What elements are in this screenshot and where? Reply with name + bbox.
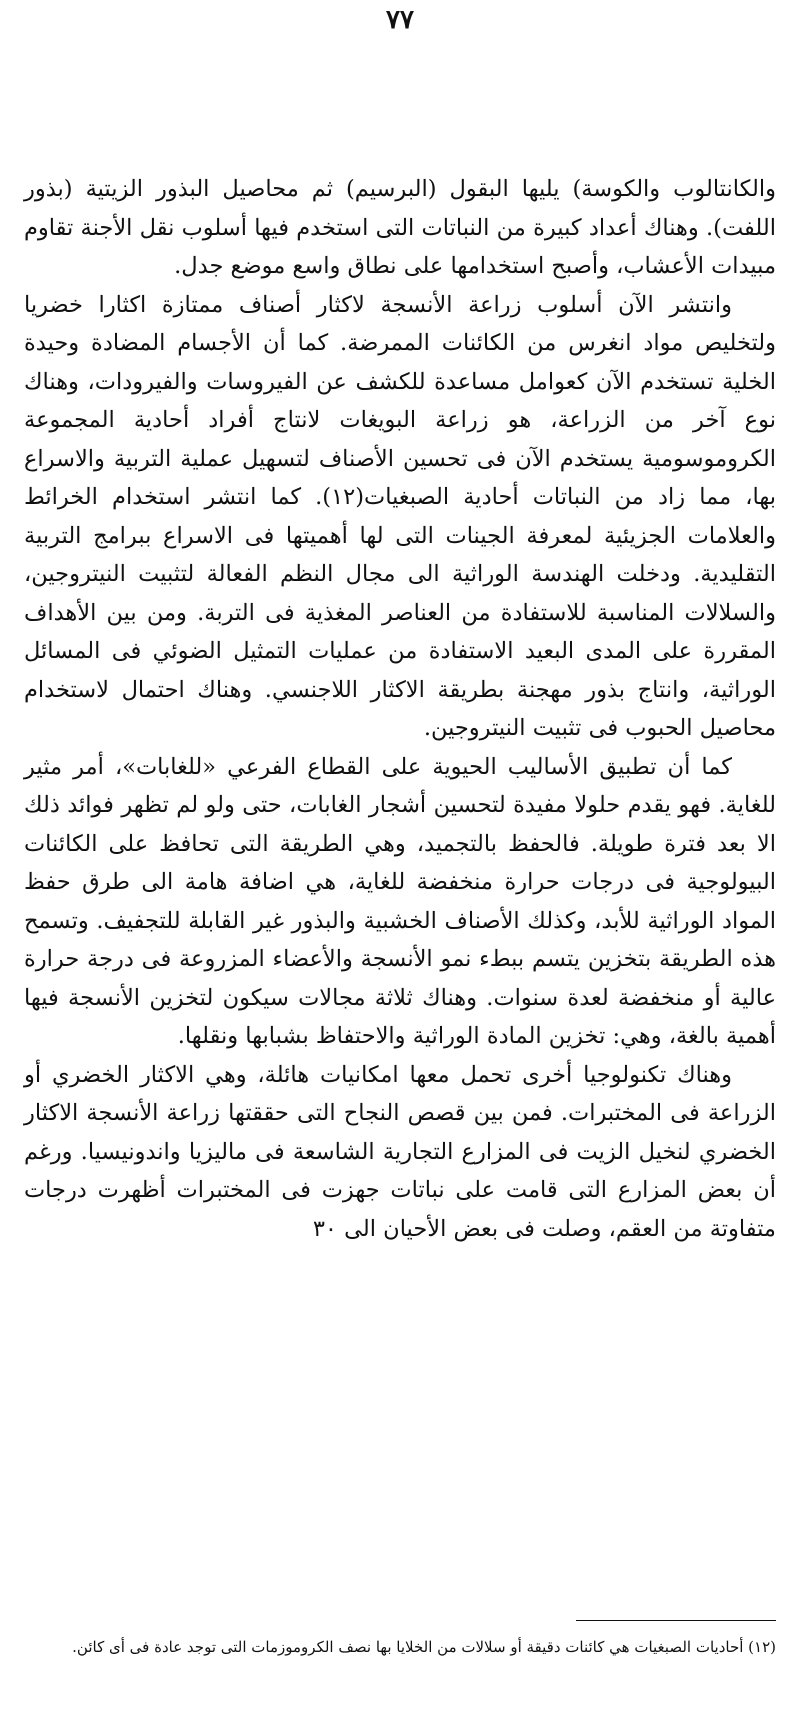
paragraph: والكانتالوب والكوسة) يليها البقول (البرسيم) ثم محاصيل البذور الزيتية (بذور اللفت). وهناك أعداد كبيرة من النباتات التى استخدم فيها أسلوب نقل الأجنة تقاوم مبيدات الأعشاب، وأصبح استخدامها على نطاق واسع موضع جدل.	[24, 176, 776, 279]
page-number: ٧٧	[386, 5, 414, 35]
paragraph: وانتشر الآن أسلوب زراعة الأنسجة لاكثار أصناف ممتازة اكثارا خضريا ولتخليص مواد انغرس من الكائنات الممرضة. كما أن الأجسام المضادة وحيدة الخلية تستخدم الآن كعوامل مساعدة للكشف عن الفيروسات والفيرودات، وهناك نوع آخر من الزراعة، هو زراعة البويغات لانتاج أفراد أحادية المجموعة الكروموسومية يستخدم الآن فى تحسين الأصناف لتسهيل عملية التربية والاسراع بها، مما زاد من النباتات أحادية الصبغيات(١٢). كما انتشر استخدام الخرائط والعلامات الجزيئية لمعرفة الجينات التى لها أهميتها فى الاسراع ببرامج التربية التقليدية. ودخلت الهندسة الوراثية الى مجال النظم الفعالة لتثبيت النيتروجين، والسلالات المناسبة للاستفادة من العناصر المغذية فى التربة. ومن بين الأهداف المقررة على المدى البعيد الاستفادة من عمليات التمثيل الضوئي فى المسائل الوراثية، وانتاج بذور مهجنة بطريقة الاكثار اللاجنسي. وهناك احتمال لاستخدام محاصيل الحبوب فى تثبيت النيتروجين.	[24, 291, 777, 741]
paragraph: كما أن تطبيق الأساليب الحيوية على القطاع الفرعي «للغابات»، أمر مثير للغاية. فهو يقدم حلولا مفيدة لتحسين أشجار الغابات، حتى ولو لم تظهر فوائد ذلك الا بعد فترة طويلة. فالحفظ بالتجميد، وهي الطريقة التى تحافظ على الكائنات البيولوجية فى درجات حرارة منخفضة للغاية، هي اضافة هامة الى طرق حفظ المواد الوراثية للأبد، وكذلك الأصناف الخشبية والبذور غير القابلة للتجفيف. وتسمح هذه الطريقة بتخزين يتسم ببطء نمو الأنسجة والأعضاء المزروعة فى درجة حرارة عالية أو منخفضة لعدة سنوات. وهناك ثلاثة مجالات سيكون لتخزين الأنسجة فيها أهمية بالغة، وهي: تخزين المادة الوراثية والاحتفاظ بشبابها ونقلها.	[24, 753, 777, 1049]
footnote: (١٢) أحاديات الصبغيات هي كائنات دقيقة أو سلالات من الخلايا بها نصف الكروموزمات التى توجد عادة فى أى كائن.	[72, 1638, 776, 1656]
body-text	[24, 170, 776, 1248]
footnote-divider	[576, 1620, 776, 1621]
paragraph: وهناك تكنولوجيا أخرى تحمل معها امكانيات هائلة، وهي الاكثار الخضري أو الزراعة فى المختبرات. فمن بين قصص النجاح التى حققتها زراعة الأنسجة الاكثار الخضري لنخيل الزيت فى المزارع التجارية الشاسعة فى ماليزيا واندونيسيا. ورغم أن بعض المزارع التى قامت على نباتات جهزت فى المختبرات أظهرت درجات متفاوتة من العقم، وصلت فى بعض الأحيان الى ٣٠	[24, 1061, 776, 1242]
